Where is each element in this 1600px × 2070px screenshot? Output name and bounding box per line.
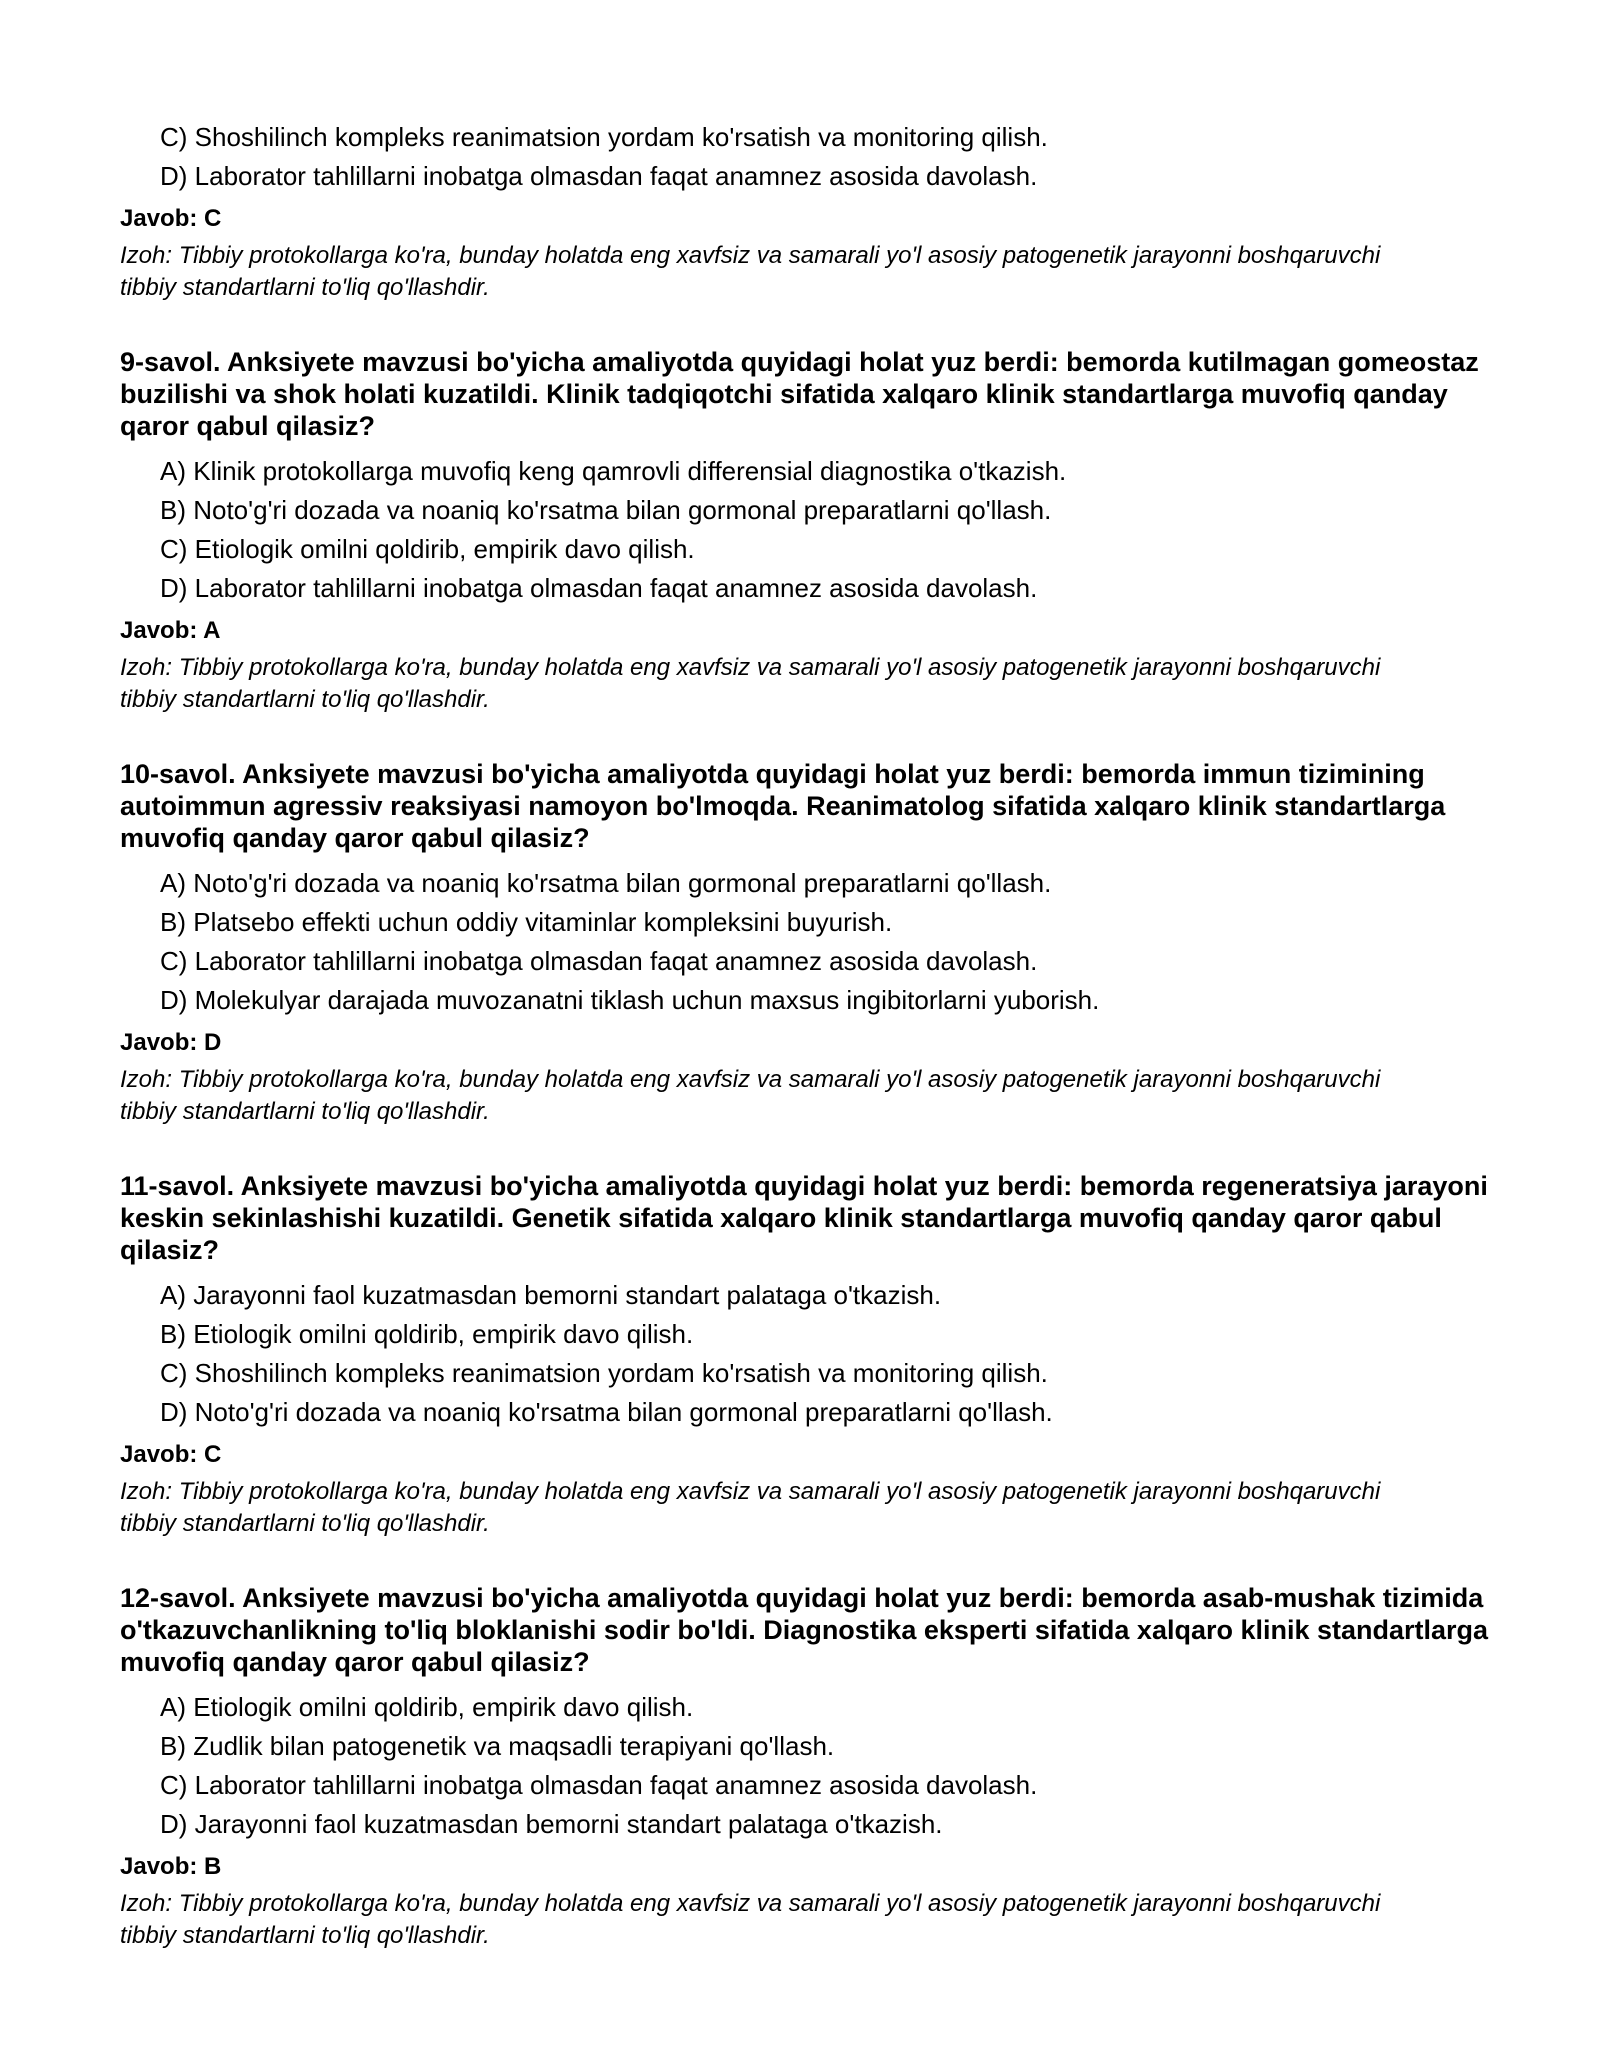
- question-12-text: 12-savol. Anksiyete mavzusi bo'yicha amaliyotda quyidagi holat yuz berdi: bemorda asab-mushak tizimida o'tkazuvchanlikning to'liq bloklanishi sodir bo'ldi. Diagnostika eksperti sifatida xalqaro klinik standartlarga muvofiq qanday qaror qabul qilasiz?: [120, 1583, 1489, 1677]
- option-c: C) Laborator tahlillarni inobatga olmasdan faqat anamnez asosida davolash.: [160, 946, 1038, 976]
- option-a: A) Klinik protokollarga muvofiq keng qamrovli differensial diagnostika o'tkazish.: [160, 456, 1067, 486]
- explanation-note: Izoh: Tibbiy protokollarga ko'ra, bunday holatda eng xavfsiz va samarali yo'l asosiy patogenetik jarayonni boshqaruvchi tibbiy standartlarni to'liq qo'llashdir.: [120, 242, 1381, 301]
- question-10-text: 10-savol. Anksiyete mavzusi bo'yicha amaliyotda quyidagi holat yuz berdi: bemorda immun tizimining autoimmun agressiv reaksiyasi namoyon bo'lmoqda. Reanimatolog sifatida xalqaro klinik standartlarga muvofiq qanday qaror qabul qilasiz?: [120, 759, 1446, 853]
- option-d: D) Laborator tahlillarni inobatga olmasdan faqat anamnez asosida davolash.: [160, 161, 1038, 191]
- question-9-block: [120, 346, 1500, 716]
- option-d: D) Molekulyar darajada muvozanatni tiklash uchun maxsus ingibitorlarni yuborish.: [160, 985, 1100, 1015]
- answer-label: Javob: C: [120, 205, 222, 232]
- option-c: C) Shoshilinch kompleks reanimatsion yordam ko'rsatish va monitoring qilish.: [160, 1358, 1048, 1388]
- answer-label: Javob: B: [120, 1853, 222, 1880]
- answer-label: Javob: C: [120, 1441, 222, 1468]
- explanation-note: Izoh: Tibbiy protokollarga ko'ra, bunday holatda eng xavfsiz va samarali yo'l asosiy patogenetik jarayonni boshqaruvchi tibbiy standartlarni to'liq qo'llashdir.: [120, 1890, 1381, 1949]
- explanation-note: Izoh: Tibbiy protokollarga ko'ra, bunday holatda eng xavfsiz va samarali yo'l asosiy patogenetik jarayonni boshqaruvchi tibbiy standartlarni to'liq qo'llashdir.: [120, 1066, 1381, 1125]
- explanation-note: Izoh: Tibbiy protokollarga ko'ra, bunday holatda eng xavfsiz va samarali yo'l asosiy patogenetik jarayonni boshqaruvchi tibbiy standartlarni to'liq qo'llashdir.: [120, 1478, 1381, 1537]
- question-10-block: [120, 758, 1500, 1128]
- option-c: C) Shoshilinch kompleks reanimatsion yordam ko'rsatish va monitoring qilish.: [160, 122, 1048, 152]
- option-b: B) Zudlik bilan patogenetik va maqsadli terapiyani qo'llash.: [160, 1731, 835, 1761]
- option-b: B) Platsebo effekti uchun oddiy vitaminlar kompleksini buyurish.: [160, 907, 893, 937]
- question-9-text: 9-savol. Anksiyete mavzusi bo'yicha amaliyotda quyidagi holat yuz berdi: bemorda kutilmagan gomeostaz buzilishi va shok holati kuzatildi. Klinik tadqiqotchi sifatida xalqaro klinik standartlarga muvofiq qanday qaror qabul qilasiz?: [120, 347, 1479, 441]
- continued-question-block: [120, 118, 1500, 304]
- option-a: A) Jarayonni faol kuzatmasdan bemorni standart palataga o'tkazish.: [160, 1280, 942, 1310]
- answer-label: Javob: D: [120, 1029, 222, 1056]
- option-d: D) Laborator tahlillarni inobatga olmasdan faqat anamnez asosida davolash.: [160, 573, 1038, 603]
- question-11-block: [120, 1170, 1500, 1540]
- answer-label: Javob: A: [120, 617, 221, 644]
- option-c: C) Etiologik omilni qoldirib, empirik davo qilish.: [160, 534, 695, 564]
- option-a: A) Noto'g'ri dozada va noaniq ko'rsatma bilan gormonal preparatlarni qo'llash.: [160, 868, 1052, 898]
- option-a: A) Etiologik omilni qoldirib, empirik davo qilish.: [160, 1692, 694, 1722]
- question-12-block: [120, 1582, 1500, 1952]
- question-11-text: 11-savol. Anksiyete mavzusi bo'yicha amaliyotda quyidagi holat yuz berdi: bemorda regeneratsiya jarayoni keskin sekinlashishi kuzatildi. Genetik sifatida xalqaro klinik standartlarga muvofiq qanday qaror qabul qilasiz?: [120, 1171, 1488, 1265]
- option-d: D) Jarayonni faol kuzatmasdan bemorni standart palataga o'tkazish.: [160, 1809, 943, 1839]
- option-d: D) Noto'g'ri dozada va noaniq ko'rsatma bilan gormonal preparatlarni qo'llash.: [160, 1397, 1053, 1427]
- option-b: B) Noto'g'ri dozada va noaniq ko'rsatma bilan gormonal preparatlarni qo'llash.: [160, 495, 1052, 525]
- option-c: C) Laborator tahlillarni inobatga olmasdan faqat anamnez asosida davolash.: [160, 1770, 1038, 1800]
- explanation-note: Izoh: Tibbiy protokollarga ko'ra, bunday holatda eng xavfsiz va samarali yo'l asosiy patogenetik jarayonni boshqaruvchi tibbiy standartlarni to'liq qo'llashdir.: [120, 654, 1381, 713]
- option-b: B) Etiologik omilni qoldirib, empirik davo qilish.: [160, 1319, 694, 1349]
